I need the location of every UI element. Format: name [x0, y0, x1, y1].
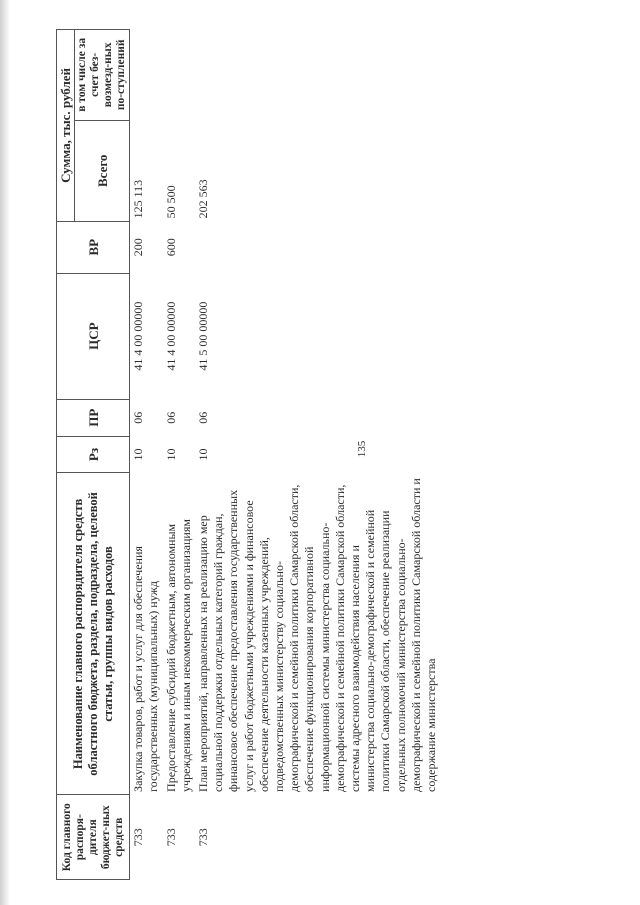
budget-table — [56, 29, 440, 880]
row-rz: 10 — [196, 448, 211, 461]
header-pr: ПР — [57, 399, 130, 436]
table-row — [130, 30, 163, 880]
row-incl — [130, 30, 163, 121]
row-code: 733 — [131, 828, 146, 847]
header-rz: Рз — [57, 436, 130, 473]
table-header — [57, 30, 130, 880]
header-name: Наименование главного распорядителя средств областного бюджета, раздела, подраздела, целевой статьи, группы видов расходов — [57, 473, 130, 795]
header-csr: ЦСР — [57, 273, 130, 399]
row-incl — [163, 30, 195, 121]
row-vr: 200 — [131, 238, 146, 257]
row-total: 125 113 — [131, 179, 146, 219]
row-total: 50 500 — [163, 185, 178, 219]
header-incl: в том числе за счет без-возмезд-ных по-ступлений — [75, 30, 130, 121]
row-incl — [195, 30, 440, 121]
row-vr: 600 — [163, 238, 178, 257]
header-total: Всего — [75, 120, 130, 221]
header-code: Код главного распоря-дителя бюджет-ных средств — [57, 795, 130, 880]
rotated-budget-table-page — [56, 29, 608, 880]
header-sum: Сумма, тыс. рублей — [57, 30, 75, 222]
row-name: Закупка товаров, работ и услуг для обеспечения государственных (муниципальных) нужд — [131, 546, 161, 792]
row-csr: 41 4 00 00000 — [131, 301, 146, 371]
row-name: План мероприятий, направленных на реализацию мер социальной поддержки отдельных категорий граждан, финансовое обеспечение предоставления государственных услуг и работ бюджетными учреждениями и финансовое обеспечение деятельности казенных учреждений, подведомственных министерству социально-демографической и семейной политики Самарской области, обеспечение функционирования корпоративной информационной системы министерства социально-демографической и семейной политики Самарской области, системы адресного взаимодействия населения и министерства социально-демографической и семейной политики Самарской области, обеспечение реализации отдельных полномочий министерства социально-демографической и семейной политики Самарской области и содержание министерства — [196, 478, 439, 792]
row-code: 733 — [196, 828, 211, 847]
row-rz: 10 — [163, 448, 178, 461]
row-pr: 06 — [196, 411, 211, 424]
scan-shadow-edge — [0, 0, 10, 905]
row-name: Предоставление субсидий бюджетным, автономным учреждениям и иным некоммерческим организациям — [163, 519, 193, 792]
row-pr: 06 — [163, 411, 178, 424]
table-row — [195, 30, 440, 880]
row-code: 733 — [163, 828, 178, 847]
page-number: 135 — [356, 440, 368, 458]
row-csr: 41 5 00 00000 — [196, 301, 211, 371]
row-total: 202 563 — [196, 179, 211, 219]
header-vr: ВР — [57, 221, 130, 273]
row-rz: 10 — [131, 448, 146, 461]
row-csr: 41 4 00 00000 — [163, 301, 178, 371]
table-row — [163, 30, 195, 880]
row-pr: 06 — [131, 411, 146, 424]
table-body — [130, 30, 441, 880]
row-vr — [195, 221, 440, 273]
